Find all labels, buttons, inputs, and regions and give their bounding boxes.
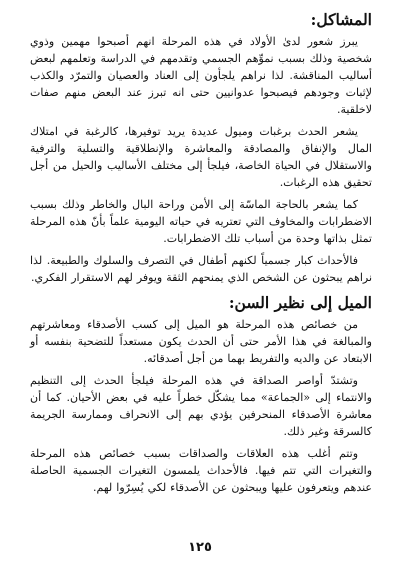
page-number: ١٢٥: [188, 540, 212, 555]
paragraph: وتشتدّ أواصر الصداقة في هذه المرحلة فيلجأ الحدث إلى التنظيم والانتماء إلى «الجماعة» مما يشكّل خطراً عليه في بعض الأحيان. كما أن معاشرة الأصدقاء المنحرفين يؤدي بهم إلى الانحراف وممارسة الجريمة كالسرقة وغير ذلك.: [30, 374, 372, 438]
page-content: [30, 10, 372, 543]
paragraph: كما يشعر بالحاجة الماسّة إلى الأمن وراحة البال والخاطر وذلك بسبب الاضطرابات والمخاوف التي تعتريه في حياته اليومية علماً بأنّ هذه المرحلة تمثل بذاتها وحدة من أسباب تلك الاضطرابات.: [30, 198, 372, 245]
section-heading-peer-inclination: الميل إلى نظير السن:: [228, 293, 372, 312]
paragraph: وتتم أغلب هذه العلاقات والصداقات بسبب خصائص هذه المرحلة والتغيرات التي تتم فيها. فالأحداث يلمسون التغيرات الجسمية الحاصلة عندهم ويتعرفون عليها ويبحثون عن الأصدقاء لكي يُسِرّوا لهم.: [30, 447, 372, 494]
paragraph: يشعر الحدث برغبات وميول عديدة يريد توفيرها، كالرغبة في امتلاك المال والإنفاق والمصادقة والمعاشرة والإنطلاقية والتسلية والترفية والاستقلال في الحياة الخاصة، فيلجأ إلى مختلف الأساليب والحيل من أجل تحقيق هذه الرغبات.: [30, 125, 372, 189]
paragraph: فالأحداث كبار جسمياً لكنهم أطفال في التصرف والسلوك والطبيعة. لذا نراهم يبحثون عن الشخص الذي يمنحهم الثقة ويوفر لهم الاستقرار الفكري.: [30, 254, 372, 284]
paragraph: من خصائص هذه المرحلة هو الميل إلى كسب الأصدقاء ومعاشرتهم والمبالغة في هذا الأمر حتى أن الحدث يكون مستعداً للتضحية بنفسه أو الابتعاد عن والديه والتفريط بهما من أجل أصدقائه.: [30, 318, 372, 365]
section-heading-problems: المشاكل:: [310, 10, 372, 29]
paragraph: يبرز شعور لدىٰ الأولاد في هذه المرحلة انهم أصبحوا مهمين وذوي شخصية وذلك بسبب نموِّهم الجسمي وتقدمهم في الدراسة وتعلمهم لبعض أساليب المناقشة. لذا نراهم يلجأون إلى العناد والعصيان والتمرّد والكذب لإثبات وجودهم فيصبحوا عدوانيين حتى انه تبرز عند البعض منهم صفات لاخلقية.: [30, 35, 372, 116]
